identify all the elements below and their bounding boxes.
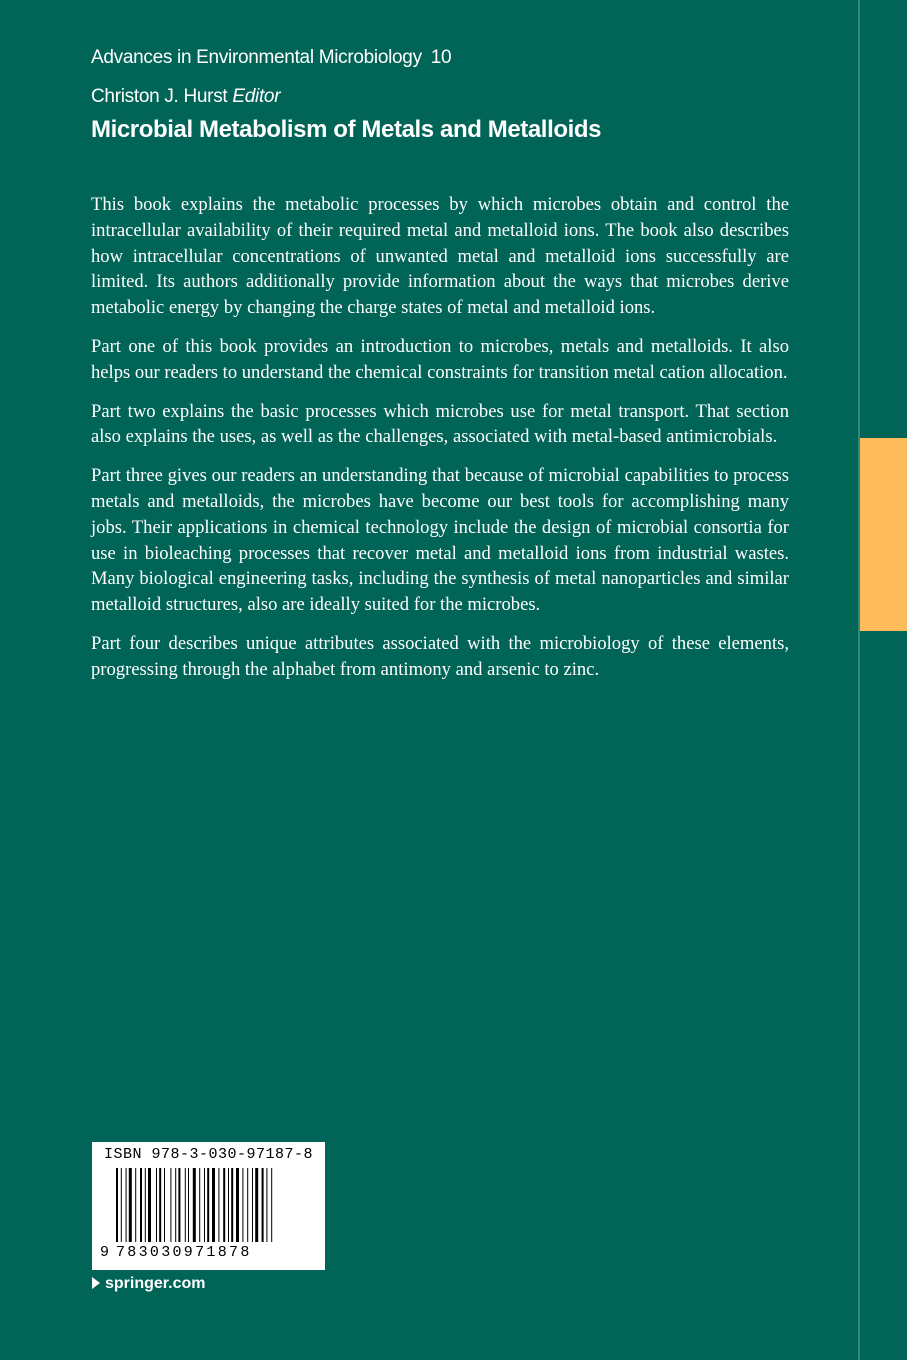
barcode-bar — [121, 1168, 122, 1242]
ean-first-digit: 9 — [100, 1244, 110, 1261]
isbn-barcode — [92, 1142, 325, 1270]
barcode-bar — [204, 1168, 205, 1242]
barcode-bar — [266, 1168, 267, 1242]
barcode-bar — [159, 1168, 161, 1242]
barcode-bar — [271, 1168, 272, 1242]
barcode-bar — [116, 1168, 118, 1242]
barcode-bar — [185, 1168, 186, 1242]
spine-divider — [858, 0, 860, 1360]
editor-name: Christon J. Hurst — [91, 86, 228, 107]
barcode-bar — [228, 1168, 229, 1242]
barcode-bar — [236, 1168, 239, 1242]
series-line — [91, 47, 451, 69]
triangle-right-icon — [92, 1277, 100, 1289]
barcode-bar — [242, 1168, 243, 1242]
editor-role: Editor — [232, 86, 281, 107]
publisher-url: springer.com — [105, 1275, 206, 1292]
barcode-bar — [255, 1168, 258, 1242]
ean-digits: 783030971878 — [116, 1244, 252, 1261]
accent-color-bar — [860, 438, 907, 631]
barcode-bar — [199, 1168, 200, 1242]
blurb-paragraph: Part four describes unique attributes associated with the microbiology of these elements, progressing through the alphabet from antimony and arsenic to zinc. — [91, 632, 789, 680]
barcode-bar — [262, 1168, 264, 1242]
barcode-bar — [212, 1168, 215, 1242]
barcode-bar — [126, 1168, 127, 1242]
barcode-bar — [175, 1168, 176, 1242]
barcode-bar — [170, 1168, 171, 1242]
barcode-bar — [178, 1168, 180, 1242]
publisher-link[interactable] — [92, 1275, 205, 1293]
barcode-bar — [148, 1168, 151, 1242]
barcode-bar — [129, 1168, 132, 1242]
barcode-bar — [247, 1168, 248, 1242]
isbn-label: ISBN 978-3-030-97187-8 — [104, 1146, 314, 1163]
barcode-bar — [231, 1168, 233, 1242]
barcode-bar — [188, 1168, 189, 1242]
barcode-bar — [140, 1168, 142, 1242]
barcode-bar — [252, 1168, 253, 1242]
book-title: Microbial Metabolism of Metals and Metalloids — [91, 116, 602, 143]
barcode-bar — [145, 1168, 146, 1242]
series-volume: 10 — [430, 47, 452, 68]
blurb-paragraph: This book explains the metabolic processes by which microbes obtain and control the intracellular availability of their required metal and metalloid ions. The book also describes how intracellular concentrations of unwanted metal and metalloid ions successfully are limited. Its authors additionally provide information about the ways that microbes derive metabolic energy by changing the charge states of metal and metalloid ions. — [91, 194, 789, 319]
barcode-bar — [223, 1168, 225, 1242]
book-description — [91, 192, 789, 696]
blurb-paragraph: Part three gives our readers an understanding that because of microbial capabilities to process metals and metalloids, the microbes have become our best tools for accomplishing many jobs. Their applications in chemical technology include the design of microbial consortia for use in bioleaching processes that recover metal and metalloid ions from industrial wastes. Many biological engineering tasks, including the synthesis of metal nanoparticles and similar metalloid structures, also are ideally suited for the microbes. — [91, 465, 789, 616]
blurb-paragraph: Part two explains the basic processes which microbes use for metal transport. That section also explains the uses, as well as the challenges, associated with metal-based antimicrobials. — [91, 400, 789, 448]
barcode-bar — [218, 1168, 219, 1242]
barcode-bar — [193, 1168, 196, 1242]
blurb-paragraph: Part one of this book provides an introduction to microbes, metals and metalloids. It also helps our readers to understand the chemical constraints for transition metal cation allocation. — [91, 335, 789, 383]
editor-line — [91, 86, 280, 108]
barcode-bar — [135, 1168, 136, 1242]
barcode-bar — [164, 1168, 165, 1242]
barcode-bars — [116, 1168, 302, 1242]
series-name: Advances in Environmental Microbiology — [91, 47, 422, 68]
barcode-bar — [156, 1168, 157, 1242]
barcode-bar — [207, 1168, 209, 1242]
